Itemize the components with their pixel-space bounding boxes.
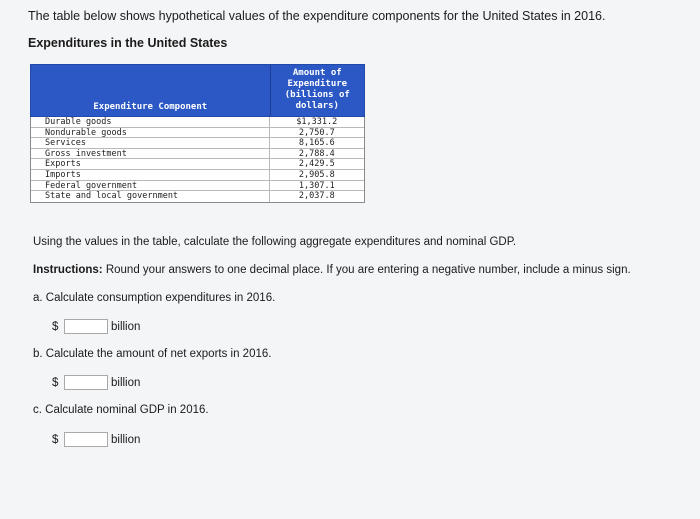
amount-cell: 2,037.8 xyxy=(298,191,335,202)
component-cell: Services xyxy=(31,138,270,149)
consumption-input[interactable] xyxy=(64,319,108,334)
table-row xyxy=(31,128,364,139)
answer-b-row xyxy=(52,375,140,390)
net-exports-input[interactable] xyxy=(64,375,108,390)
amount-cell: 2,788.4 xyxy=(270,149,364,160)
table-row xyxy=(31,117,364,128)
expenditure-table xyxy=(30,64,365,203)
unit-label: billion xyxy=(111,376,141,389)
table-body xyxy=(30,117,365,203)
answer-a-row xyxy=(52,319,140,334)
table-row xyxy=(31,170,364,181)
component-cell: Gross investment xyxy=(31,149,270,160)
amount-cell: 2,750.7 xyxy=(270,128,364,139)
prompt-text: Using the values in the table, calculate the following aggregate expenditures and nominal GDP. xyxy=(33,236,517,248)
header-amount-line: (billions of xyxy=(284,89,350,100)
component-cell: Exports xyxy=(31,159,270,170)
nominal-gdp-input[interactable] xyxy=(64,432,108,447)
header-component: Expenditure Component xyxy=(93,102,208,112)
amount-cell: 8,165.6 xyxy=(270,138,364,149)
unit-label: billion xyxy=(111,320,141,333)
table-row xyxy=(31,138,364,149)
amount-cell: $1,331.2 xyxy=(270,117,364,128)
amount-cell: 2,429.5 xyxy=(270,159,364,170)
instructions xyxy=(33,264,631,276)
table-header xyxy=(30,64,365,117)
header-amount xyxy=(270,65,364,116)
answer-c-row xyxy=(52,432,140,447)
component-cell: State and local government xyxy=(31,191,270,202)
instructions-text: Round your answers to one decimal place. If you are entering a negative number, include a minus sign. xyxy=(102,264,631,276)
header-amount-line: dollars) xyxy=(295,100,339,111)
component-cell: Imports xyxy=(31,170,270,181)
table-row xyxy=(31,149,364,160)
table-row xyxy=(31,181,364,192)
amount-cell: 1,307.1 xyxy=(270,181,364,192)
component-cell: Nondurable goods xyxy=(31,128,270,139)
question-a-text: a. Calculate consumption expenditures in 2016. xyxy=(33,292,276,304)
intro-text: The table below shows hypothetical values of the expenditure components for the United States in 2016. xyxy=(28,9,606,23)
component-cell: Federal government xyxy=(31,181,270,192)
question-b-text: b. Calculate the amount of net exports in 2016. xyxy=(33,348,272,360)
instructions-label: Instructions: xyxy=(33,264,103,276)
unit-label: billion xyxy=(111,433,141,446)
dollar-sign: $ xyxy=(52,376,59,389)
table-row xyxy=(31,159,364,170)
question-c-text: c. Calculate nominal GDP in 2016. xyxy=(33,404,209,416)
dollar-sign: $ xyxy=(52,320,59,333)
dollar-sign: $ xyxy=(52,433,59,446)
table-row xyxy=(31,191,364,202)
component-cell: Durable goods xyxy=(31,117,270,128)
header-amount-line: Expenditure xyxy=(287,78,348,89)
table-heading: Expenditures in the United States xyxy=(28,36,228,50)
header-amount-line: Amount of xyxy=(292,67,342,78)
amount-cell: 2,905.8 xyxy=(270,170,364,181)
